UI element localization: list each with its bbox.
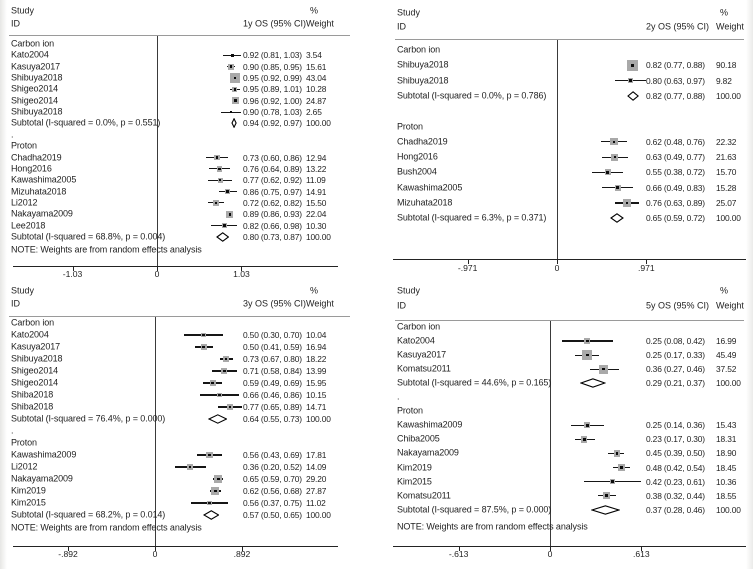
- weight-text: 25.07: [716, 197, 737, 208]
- effect-ci-text: 0.66 (0.46, 0.86): [243, 389, 302, 400]
- study-label: Kim2015: [11, 497, 46, 508]
- axis-tick-label: 0: [547, 549, 553, 559]
- effect-ci-text: 0.82 (0.77, 0.88): [646, 60, 705, 71]
- weight-text: 18.45: [716, 462, 737, 473]
- weight-text: 100.00: [716, 504, 741, 515]
- weight-text: 22.04: [306, 209, 327, 220]
- header-rule: [9, 35, 350, 36]
- study-label: Kawashima2005: [397, 182, 463, 193]
- marker-center-dot: [611, 480, 614, 483]
- dot-label: .: [11, 425, 14, 436]
- column-header-pct: %: [310, 285, 319, 296]
- marker-center-dot: [613, 141, 616, 144]
- effect-ci-text: 0.92 (0.81, 1.03): [243, 50, 302, 61]
- study-label: Shibuya2018: [11, 106, 63, 117]
- study-label: Kasuya2017: [11, 61, 61, 72]
- header-rule: [395, 320, 744, 321]
- summary-label: Subtotal (I-squared = 6.3%, p = 0.371): [397, 212, 547, 223]
- study-label: Chadha2019: [397, 136, 448, 147]
- study-label: Bush2004: [397, 166, 437, 177]
- marker-center-dot: [202, 334, 205, 337]
- summary-diamond: [216, 232, 229, 242]
- weight-text: 15.70: [716, 167, 737, 178]
- note-text: NOTE: Weights are from random effects analysis: [11, 522, 202, 533]
- axis-tick-label: .613: [632, 549, 650, 559]
- weight-text: 10.15: [306, 389, 327, 400]
- marker-center-dot: [216, 156, 219, 159]
- axis-tick-label: 0: [152, 549, 158, 559]
- axis-tick-label: .892: [233, 549, 251, 559]
- weight-text: 18.90: [716, 448, 737, 459]
- study-label: Shibuya2018: [397, 75, 449, 86]
- study-label: Li2012: [11, 197, 38, 208]
- weight-text: 21.63: [716, 151, 737, 162]
- summary-diamond: [627, 91, 639, 101]
- weight-text: 15.95: [306, 377, 327, 388]
- column-header-weight: Weight: [716, 300, 744, 311]
- marker-center-dot: [208, 502, 211, 505]
- effect-ci-text: 0.64 (0.55, 0.73): [243, 413, 302, 424]
- dot-label: .: [397, 391, 400, 402]
- group-label: Carbon ion: [11, 317, 55, 328]
- study-label: Kim2019: [397, 462, 432, 472]
- effect-ci-text: 0.82 (0.66, 0.98): [243, 220, 302, 231]
- column-header-pct: %: [720, 7, 729, 18]
- effect-ci-text: 0.95 (0.89, 1.01): [243, 84, 302, 95]
- effect-ci-text: 0.56 (0.43, 0.69): [243, 449, 302, 460]
- study-label: Li2012: [11, 461, 38, 472]
- weight-text: 13.99: [306, 365, 327, 376]
- column-header-weight: Weight: [716, 21, 744, 32]
- study-label: Shigeo2014: [11, 365, 59, 376]
- note-text: NOTE: Weights are from random effects analysis: [11, 244, 202, 255]
- marker-center-dot: [583, 438, 586, 441]
- marker-center-dot: [229, 406, 232, 409]
- marker-center-dot: [230, 65, 233, 68]
- weight-text: 37.52: [716, 363, 737, 374]
- effect-ci-text: 0.29 (0.21, 0.37): [646, 377, 705, 388]
- effect-ci-text: 0.89 (0.86, 0.93): [243, 209, 302, 220]
- marker-center-dot: [620, 466, 623, 469]
- marker-center-dot: [214, 490, 217, 493]
- effect-ci-text: 0.77 (0.65, 0.89): [243, 401, 302, 412]
- marker-center-dot: [614, 156, 617, 159]
- effect-ci-text: 0.56 (0.37, 0.75): [243, 497, 302, 508]
- summary-label: Subtotal (I-squared = 68.2%, p = 0.014): [11, 509, 166, 520]
- weight-text: 100.00: [716, 90, 741, 101]
- column-header-effect: 3y OS (95% CI): [243, 298, 307, 309]
- weight-text: 100.00: [716, 213, 741, 224]
- marker-center-dot: [606, 171, 609, 174]
- effect-ci-text: 0.36 (0.27, 0.46): [646, 363, 705, 374]
- study-label: Hong2016: [11, 163, 52, 174]
- effect-ci-text: 0.82 (0.77, 0.88): [646, 90, 705, 101]
- x-axis-line: [13, 266, 338, 267]
- marker-center-dot: [208, 454, 211, 457]
- group-label: Carbon ion: [397, 321, 441, 332]
- column-header-id: ID: [11, 18, 20, 29]
- study-label: Nakayama2009: [11, 473, 73, 484]
- column-header-study: Study: [11, 5, 35, 16]
- axis-tick-label: -1.03: [62, 269, 83, 279]
- summary-diamond: [610, 213, 624, 223]
- weight-text: 9.82: [716, 75, 732, 86]
- effect-ci-text: 0.90 (0.85, 0.95): [243, 61, 302, 72]
- study-label: Chadha2019: [11, 152, 62, 162]
- axis-tick-label: 1.03: [233, 269, 250, 279]
- forest-panel-2y-os: [377, 0, 753, 281]
- study-label: Shigeo2014: [11, 377, 59, 388]
- study-label: Mizuhata2018: [11, 186, 67, 197]
- column-header-weight: Weight: [306, 18, 334, 29]
- dot-label: .: [11, 129, 14, 140]
- study-label: Shiba2018: [11, 401, 54, 412]
- study-label: Shibuya2018: [11, 72, 63, 83]
- marker-center-dot: [616, 452, 619, 455]
- column-header-pct: %: [310, 5, 319, 16]
- effect-ci-text: 0.96 (0.92, 1.00): [243, 95, 302, 106]
- effect-ci-text: 0.25 (0.17, 0.33): [646, 349, 705, 360]
- marker-center-dot: [605, 494, 608, 497]
- marker-center-dot: [223, 370, 226, 373]
- weight-text: 15.28: [716, 182, 737, 193]
- summary-label: Subtotal (I-squared = 0.0%, p = 0.786): [397, 90, 547, 101]
- weight-text: 90.18: [716, 60, 737, 71]
- study-label: Kim2015: [397, 476, 432, 487]
- study-label: Shiba2018: [11, 389, 54, 400]
- marker-center-dot: [225, 358, 228, 361]
- marker-center-dot: [586, 340, 589, 343]
- axis-tick-label: -.892: [58, 549, 78, 559]
- summary-label: Subtotal (I-squared = 0.0%, p = 0.551): [11, 117, 161, 128]
- weight-text: 14.09: [306, 461, 327, 472]
- effect-ci-text: 0.62 (0.48, 0.76): [646, 136, 705, 147]
- effect-ci-text: 0.62 (0.56, 0.68): [243, 485, 302, 496]
- study-label: Komatsu2011: [397, 363, 451, 374]
- weight-text: 29.20: [306, 473, 327, 484]
- effect-ci-text: 0.65 (0.59, 0.72): [646, 213, 705, 224]
- marker-center-dot: [217, 478, 220, 481]
- summary-label: Subtotal (I-squared = 87.5%, p = 0.000): [397, 504, 552, 515]
- weight-text: 27.87: [306, 485, 327, 496]
- weight-text: 10.36: [716, 476, 737, 487]
- weight-text: 3.54: [306, 50, 322, 61]
- effect-ci-text: 0.65 (0.59, 0.70): [243, 473, 302, 484]
- marker-center-dot: [234, 77, 237, 80]
- study-label: Shibuya2018: [397, 59, 449, 70]
- effect-ci-text: 0.57 (0.50, 0.65): [243, 509, 302, 520]
- weight-text: 2.65: [306, 106, 322, 117]
- effect-ci-text: 0.86 (0.75, 0.97): [243, 186, 302, 197]
- zero-reference-line: [557, 40, 558, 259]
- forest-panel-3y-os: [0, 281, 376, 569]
- summary-diamond: [580, 378, 606, 388]
- effect-ci-text: 0.95 (0.92, 0.99): [243, 72, 302, 83]
- summary-label: Subtotal (I-squared = 44.6%, p = 0.165): [397, 377, 552, 388]
- x-axis-line: [393, 259, 746, 260]
- weight-text: 13.22: [306, 163, 327, 174]
- column-header-effect: 1y OS (95% CI): [243, 18, 307, 29]
- weight-text: 11.02: [306, 497, 326, 508]
- study-label: Kawashima2009: [397, 419, 463, 430]
- effect-ci-text: 0.45 (0.39, 0.50): [646, 448, 705, 459]
- weight-text: 17.81: [306, 449, 327, 460]
- weight-text: 16.94: [306, 341, 327, 352]
- effect-ci-text: 0.59 (0.49, 0.69): [243, 377, 302, 388]
- x-axis-line: [13, 546, 338, 547]
- group-label: Proton: [397, 405, 423, 416]
- column-header-study: Study: [397, 285, 421, 296]
- axis-tick-label: 0: [554, 263, 560, 273]
- study-label: Shibuya2018: [11, 353, 63, 364]
- effect-ci-text: 0.50 (0.30, 0.70): [243, 329, 302, 340]
- weight-text: 100.00: [306, 413, 331, 424]
- forest-panel-1y-os: [0, 0, 376, 281]
- weight-text: 100.00: [306, 509, 331, 520]
- summary-label: Subtotal (I-squared = 68.8%, p = 0.004): [11, 231, 166, 242]
- effect-ci-text: 0.76 (0.63, 0.89): [646, 197, 705, 208]
- study-label: Shigeo2014: [11, 83, 59, 94]
- effect-ci-text: 0.50 (0.41, 0.59): [243, 341, 302, 352]
- marker-center-dot: [226, 190, 229, 193]
- study-label: Kato2004: [397, 335, 435, 346]
- study-label: Kato2004: [11, 49, 49, 60]
- weight-text: 100.00: [716, 377, 741, 388]
- marker-center-dot: [586, 424, 589, 427]
- effect-ci-text: 0.73 (0.67, 0.80): [243, 353, 302, 364]
- effect-ci-text: 0.25 (0.14, 0.36): [646, 420, 705, 431]
- marker-center-dot: [230, 111, 233, 114]
- marker-center-dot: [631, 64, 634, 67]
- effect-ci-text: 0.48 (0.42, 0.54): [646, 462, 705, 473]
- marker-center-dot: [626, 202, 629, 205]
- column-header-effect: 5y OS (95% CI): [646, 300, 710, 311]
- marker-center-dot: [211, 382, 214, 385]
- weight-text: 22.32: [716, 136, 737, 147]
- marker-center-dot: [602, 368, 605, 371]
- marker-center-dot: [218, 168, 221, 171]
- weight-text: 24.87: [306, 95, 327, 106]
- weight-text: 15.43: [716, 420, 737, 431]
- study-label: Nakayama2009: [397, 447, 459, 458]
- weight-text: 18.22: [306, 353, 327, 364]
- axis-tick-label: -.613: [448, 549, 469, 559]
- effect-ci-text: 0.77 (0.62, 0.92): [243, 174, 302, 185]
- weight-text: 15.61: [306, 61, 327, 72]
- axis-tick-label: 0: [154, 269, 160, 279]
- marker-center-dot: [215, 202, 218, 205]
- study-label: Shigeo2014: [11, 95, 59, 106]
- group-label: Proton: [11, 437, 37, 448]
- weight-text: 100.00: [306, 231, 331, 242]
- study-label: Kasuya2017: [397, 349, 447, 360]
- study-label: Kawashima2009: [11, 449, 77, 460]
- group-label: Carbon ion: [397, 44, 441, 55]
- column-header-effect: 2y OS (95% CI): [646, 21, 710, 32]
- effect-ci-text: 0.66 (0.49, 0.83): [646, 182, 705, 193]
- weight-text: 43.04: [306, 72, 327, 83]
- effect-ci-text: 0.25 (0.08, 0.42): [646, 335, 705, 346]
- weight-text: 18.31: [716, 434, 737, 445]
- study-label: Chiba2005: [397, 433, 440, 444]
- summary-diamond: [231, 118, 237, 128]
- marker-center-dot: [223, 224, 226, 227]
- column-header-study: Study: [11, 285, 35, 296]
- axis-tick-label: .971: [637, 263, 655, 273]
- summary-diamond: [591, 505, 620, 515]
- marker-center-dot: [629, 79, 632, 82]
- study-label: Kawashima2005: [11, 174, 77, 185]
- weight-text: 10.28: [306, 84, 327, 95]
- group-label: Carbon ion: [11, 38, 55, 49]
- effect-ci-text: 0.94 (0.92, 0.97): [243, 118, 302, 129]
- effect-ci-text: 0.36 (0.20, 0.52): [243, 461, 302, 472]
- weight-text: 12.94: [306, 152, 327, 163]
- group-label: Proton: [397, 121, 423, 131]
- study-label: Nakayama2009: [11, 208, 73, 219]
- marker-center-dot: [234, 88, 237, 91]
- marker-center-dot: [234, 99, 237, 102]
- weight-text: 15.50: [306, 197, 327, 208]
- header-rule: [9, 316, 350, 317]
- weight-text: 18.55: [716, 490, 737, 501]
- axis-tick-label: -.971: [457, 263, 478, 273]
- weight-text: 14.91: [306, 186, 327, 197]
- effect-ci-text: 0.90 (0.78, 1.03): [243, 106, 302, 117]
- effect-ci-text: 0.76 (0.64, 0.89): [243, 163, 302, 174]
- column-header-study: Study: [397, 7, 421, 18]
- effect-ci-text: 0.73 (0.60, 0.86): [243, 152, 302, 163]
- summary-diamond: [208, 414, 228, 424]
- weight-text: 10.30: [306, 220, 327, 231]
- weight-text: 16.99: [716, 335, 737, 346]
- study-label: Kato2004: [11, 329, 49, 340]
- marker-center-dot: [189, 466, 192, 469]
- effect-ci-text: 0.37 (0.28, 0.46): [646, 504, 705, 515]
- effect-ci-text: 0.72 (0.62, 0.82): [243, 197, 302, 208]
- marker-center-dot: [219, 179, 222, 182]
- study-label: Komatsu2011: [397, 490, 451, 501]
- effect-ci-text: 0.23 (0.17, 0.30): [646, 434, 705, 445]
- x-axis-line: [393, 546, 746, 547]
- study-label: Mizuhata2018: [397, 197, 453, 208]
- marker-center-dot: [218, 394, 221, 397]
- effect-ci-text: 0.42 (0.23, 0.61): [646, 476, 705, 487]
- forest-panel-5y-os: [377, 281, 753, 569]
- effect-ci-text: 0.80 (0.63, 0.97): [646, 75, 705, 86]
- marker-center-dot: [231, 54, 234, 57]
- column-header-id: ID: [11, 298, 20, 309]
- header-rule: [395, 39, 744, 40]
- group-label: Proton: [11, 140, 37, 151]
- effect-ci-text: 0.71 (0.58, 0.84): [243, 365, 302, 376]
- study-label: Lee2018: [11, 220, 46, 231]
- effect-ci-text: 0.55 (0.38, 0.72): [646, 167, 705, 178]
- weight-text: 11.09: [306, 174, 326, 185]
- column-header-pct: %: [720, 285, 729, 296]
- study-label: Hong2016: [397, 151, 438, 162]
- note-text: NOTE: Weights are from random effects analysis: [397, 521, 588, 532]
- study-label: Kim2019: [11, 485, 46, 496]
- marker-center-dot: [586, 354, 589, 357]
- effect-ci-text: 0.38 (0.32, 0.44): [646, 490, 705, 501]
- column-header-weight: Weight: [306, 298, 334, 309]
- weight-text: 10.04: [306, 329, 327, 340]
- effect-ci-text: 0.63 (0.49, 0.77): [646, 151, 705, 162]
- study-label: Kasuya2017: [11, 341, 61, 352]
- summary-diamond: [203, 510, 220, 520]
- weight-text: 100.00: [306, 118, 331, 129]
- summary-label: Subtotal (I-squared = 76.4%, p = 0.000): [11, 413, 166, 424]
- weight-text: 45.49: [716, 349, 737, 360]
- column-header-id: ID: [397, 21, 406, 32]
- marker-center-dot: [229, 213, 232, 216]
- column-header-id: ID: [397, 300, 406, 311]
- marker-center-dot: [202, 346, 205, 349]
- marker-center-dot: [616, 186, 619, 189]
- effect-ci-text: 0.80 (0.73, 0.87): [243, 231, 302, 242]
- weight-text: 14.71: [306, 401, 327, 412]
